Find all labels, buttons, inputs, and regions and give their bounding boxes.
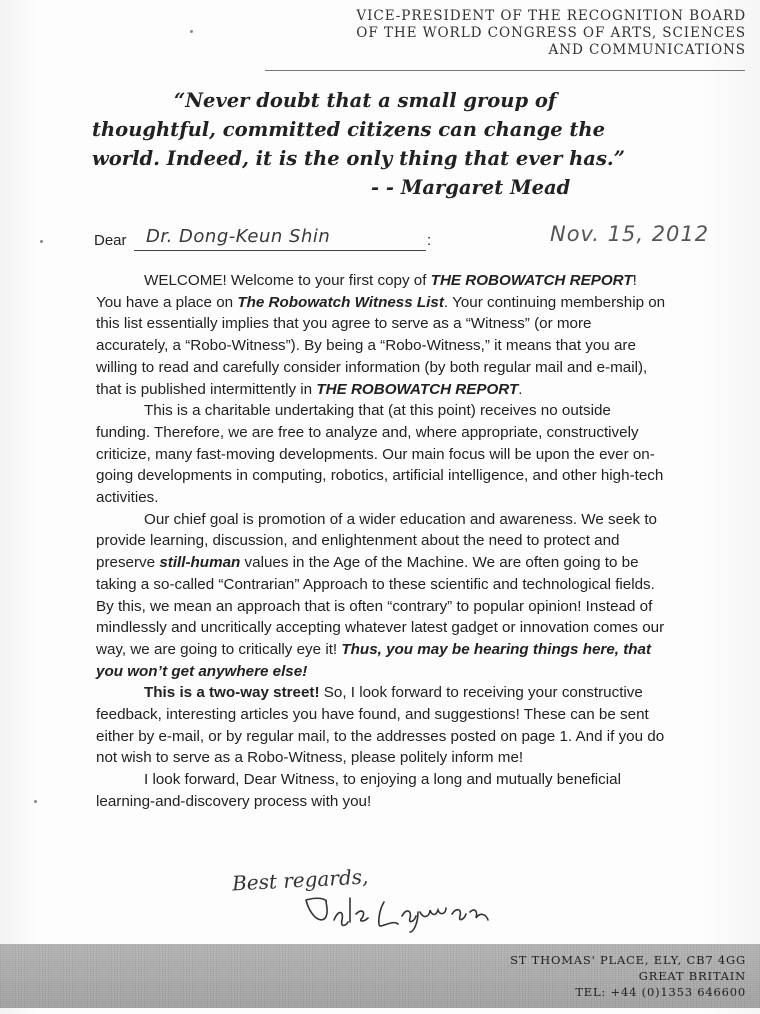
- salutation-word: Dear: [94, 232, 127, 249]
- p4-text-b: So, I look forward to receiving your constructive feedback, interesting articles you have found, and suggestions! These can be sent either by e-mail, or by regular mail, to the addresses posted on page 1. And if you do not wish to serve as a Robo-Witness, please politely inform me!: [96, 684, 665, 767]
- footer-line-1: ST THOMAS' PLACE, ELY, CB7 4GG: [510, 953, 746, 967]
- letter-date-handwritten: Nov. 15, 2012: [550, 222, 710, 246]
- footer-band: [0, 944, 760, 1008]
- p3-still-human: still-human: [159, 554, 241, 572]
- p3-emphasis: Thus, you may be hearing things here, that you won’t get anywhere else!: [96, 640, 652, 680]
- letterhead-line-2: OF THE WORLD CONGRESS OF ARTS, SCIENCES: [356, 25, 746, 41]
- p1-text-e: . Your continuing membership on this list essentially implies that you agree to serve as a “Witness” (or more accurately, a “Robo-Witness”). By being a “Robo-Witness,” it means that you are willing to read and carefully consider information (by both regular mail and e-mail), that is published intermittently in: [96, 293, 666, 398]
- p1-report-title-2: THE ROBOWATCH REPORT: [316, 380, 519, 398]
- p1-text-g: .: [518, 380, 523, 398]
- footer-address: [510, 952, 746, 1000]
- footer-line-2: GREAT BRITAIN: [638, 969, 746, 983]
- footer-line-3: TEL: +44 (0)1353 646600: [575, 985, 746, 999]
- quote-line-3: world. Indeed, it is the only thing that ever has.”: [92, 147, 625, 170]
- letterhead: [246, 8, 746, 59]
- paragraph-closing: I look forward, Dear Witness, to enjoying a long and mutually beneficial learning-and-discovery process with you!: [96, 771, 621, 810]
- letterhead-rule: [265, 70, 745, 71]
- closing-handwritten: Best regards,: [231, 864, 369, 896]
- salutation-colon: :: [427, 232, 432, 249]
- scan-speck: [34, 800, 37, 803]
- signature-handwritten: [302, 894, 492, 934]
- quote-line-2: thoughtful, committed citizens can change the: [92, 118, 606, 141]
- paragraph-chief-goal: [96, 509, 666, 683]
- paragraph-charitable: This is a charitable undertaking that (at this point) receives no outside funding. Therefore, we are free to analyze and, where appropriate, constructively criticize, many fast-moving developments. Our main focus will be upon the ever on-going developments in computing, robotics, artificial intelligence, and other high-tech activities.: [96, 402, 664, 507]
- paragraph-welcome: [96, 270, 666, 400]
- recipient-name-handwritten: Dr. Dong-Keun Shin: [146, 226, 331, 247]
- scan-speck: [40, 240, 43, 243]
- p4-two-way-street: This is a two-way street!: [144, 684, 320, 702]
- p3-text-a: Our chief goal is promotion of a wider education and awareness. We seek to provide learning, discussion, and enlightenment about the need to protect and preserve: [96, 510, 658, 572]
- p1-text-c: ! You have a place on: [96, 272, 637, 311]
- p3-text-c: values in the Age of the Machine. We are often going to be taking a so-called “Contrarian” Approach to these scientific and technological fields. By this, we mean an approach that is often “contrary” to popular opinion! Instead of mindlessly and uncritically accepting whatever latest gadget or innovation comes our way, we are going to critically eye it!: [96, 554, 665, 658]
- letterhead-line-3: AND COMMUNICATIONS: [548, 42, 746, 58]
- scan-speck: [190, 30, 193, 33]
- quote-line-1: “Never doubt that a small group of: [174, 89, 557, 112]
- quote-block: [92, 86, 692, 202]
- quote-attribution: - - Margaret Mead: [371, 176, 571, 199]
- paragraph-two-way-street: [96, 682, 666, 769]
- p1-report-title: THE ROBOWATCH REPORT: [430, 272, 633, 289]
- p1-witness-list-title: The Robowatch Witness List: [237, 293, 444, 311]
- salutation-underline: [134, 250, 426, 251]
- p1-text-a: WELCOME! Welcome to your first copy of: [144, 272, 431, 289]
- letterhead-line-1: VICE-PRESIDENT OF THE RECOGNITION BOARD: [356, 8, 746, 24]
- letter-body: [96, 270, 666, 813]
